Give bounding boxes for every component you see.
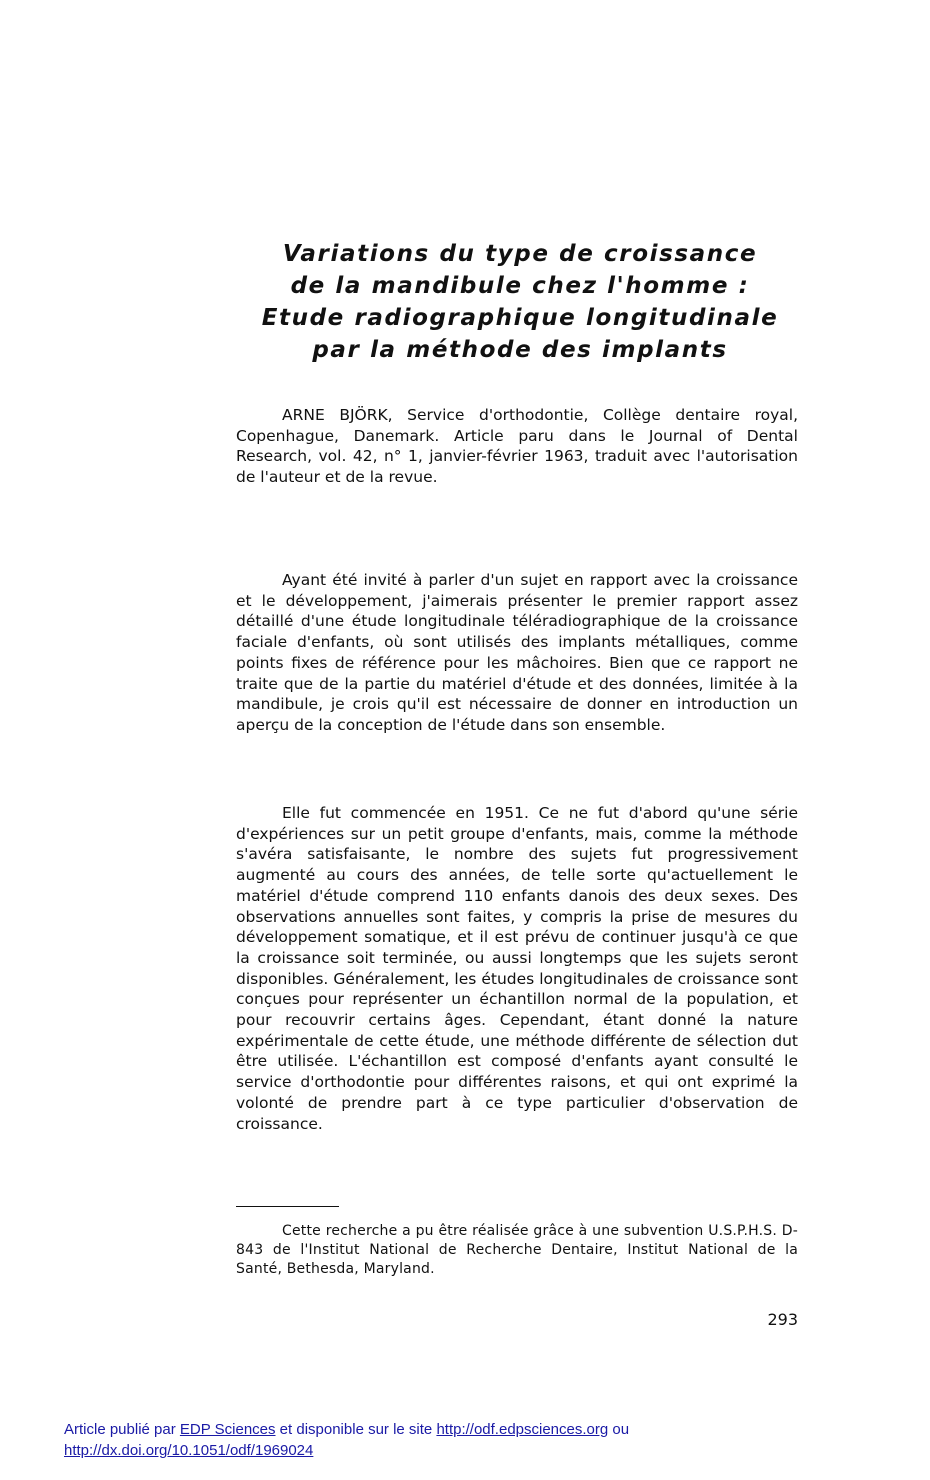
footnote-separator (236, 1206, 339, 1207)
publisher-note (64, 1419, 884, 1461)
title-line: par la méthode des implants (312, 337, 728, 363)
title-line: Variations du type de croissance (282, 241, 758, 267)
publisher-note-middle: et disponible sur le site (275, 1421, 437, 1438)
title-line: Etude radiographique longitudinale (261, 305, 779, 331)
doi-link[interactable]: http://dx.doi.org/10.1051/odf/1969024 (64, 1442, 314, 1459)
publisher-note-suffix: ou (608, 1421, 630, 1438)
publisher-note-prefix: Article publié par (64, 1421, 180, 1438)
publisher-link[interactable]: EDP Sciences (179, 1421, 276, 1438)
title-line: de la mandibule chez l'homme : (290, 273, 750, 299)
body-paragraph: Elle fut commencée en 1951. Ce ne fut d'abord qu'une série d'expériences sur un petit groupe d'enfants, mais, comme la méthode s'avéra satisfaisante, le nombre des sujets fut progressivement augmenté au cours des années, de telle sorte qu'actuellement le matériel d'étude comprend 110 enfants danois des deux sexes. Des observations annuelles sont faites, y compris la prise de mesures du développement somatique, et il est prévu de continuer jusqu'à ce que la croissance soit terminée, ou aussi longtemps que les sujets seront disponibles. Généralement, les études longitudinales de croissance sont conçues pour représenter un échantillon normal de la population, et pour recouvrir certains âges. Cependant, étant donné la nature expérimentale de cette étude, une méthode différente de sélection dut être utilisée. L'échantillon est composé d'enfants ayant consulté le service d'orthodontie pour différentes raisons, et qui ont exprimé la volonté de prendre part à ce type particulier d'observation de croissance. (236, 804, 798, 1133)
site-link[interactable]: http://odf.edpsciences.org (436, 1421, 609, 1438)
body-paragraph: Ayant été invité à parler d'un sujet en rapport avec la croissance et le développement, j'aimerais présenter le premier rapport assez détaillé d'une étude longitudinale téléradiographique de la croissance faciale d'enfants, où sont utilisés des implants métalliques, comme points fixes de référence pour les mâchoires. Bien que ce rapport ne traite que de la partie du matériel d'étude et des données, limitée à la mandibule, je crois qu'il est nécessaire de donner en introduction un aperçu de la conception de l'étude dans son ensemble. (236, 571, 798, 734)
footnote: Cette recherche a pu être réalisée grâce à une subvention U.S.P.H.S. D-843 de l'Institut National de Recherche Dentaire, Institut National de la Santé, Bethesda, Maryland. (236, 1223, 798, 1277)
page-number: 293 (767, 1310, 798, 1329)
author-affiliation: ARNE BJÖRK, Service d'orthodontie, Collège dentaire royal, Copenhague, Danemark. Article paru dans le Journal of Dental Research, vol. 42, n° 1, janvier-février 1963, traduit avec l'autorisation de l'auteur et de la revue. (236, 406, 798, 487)
article-title (230, 238, 810, 366)
